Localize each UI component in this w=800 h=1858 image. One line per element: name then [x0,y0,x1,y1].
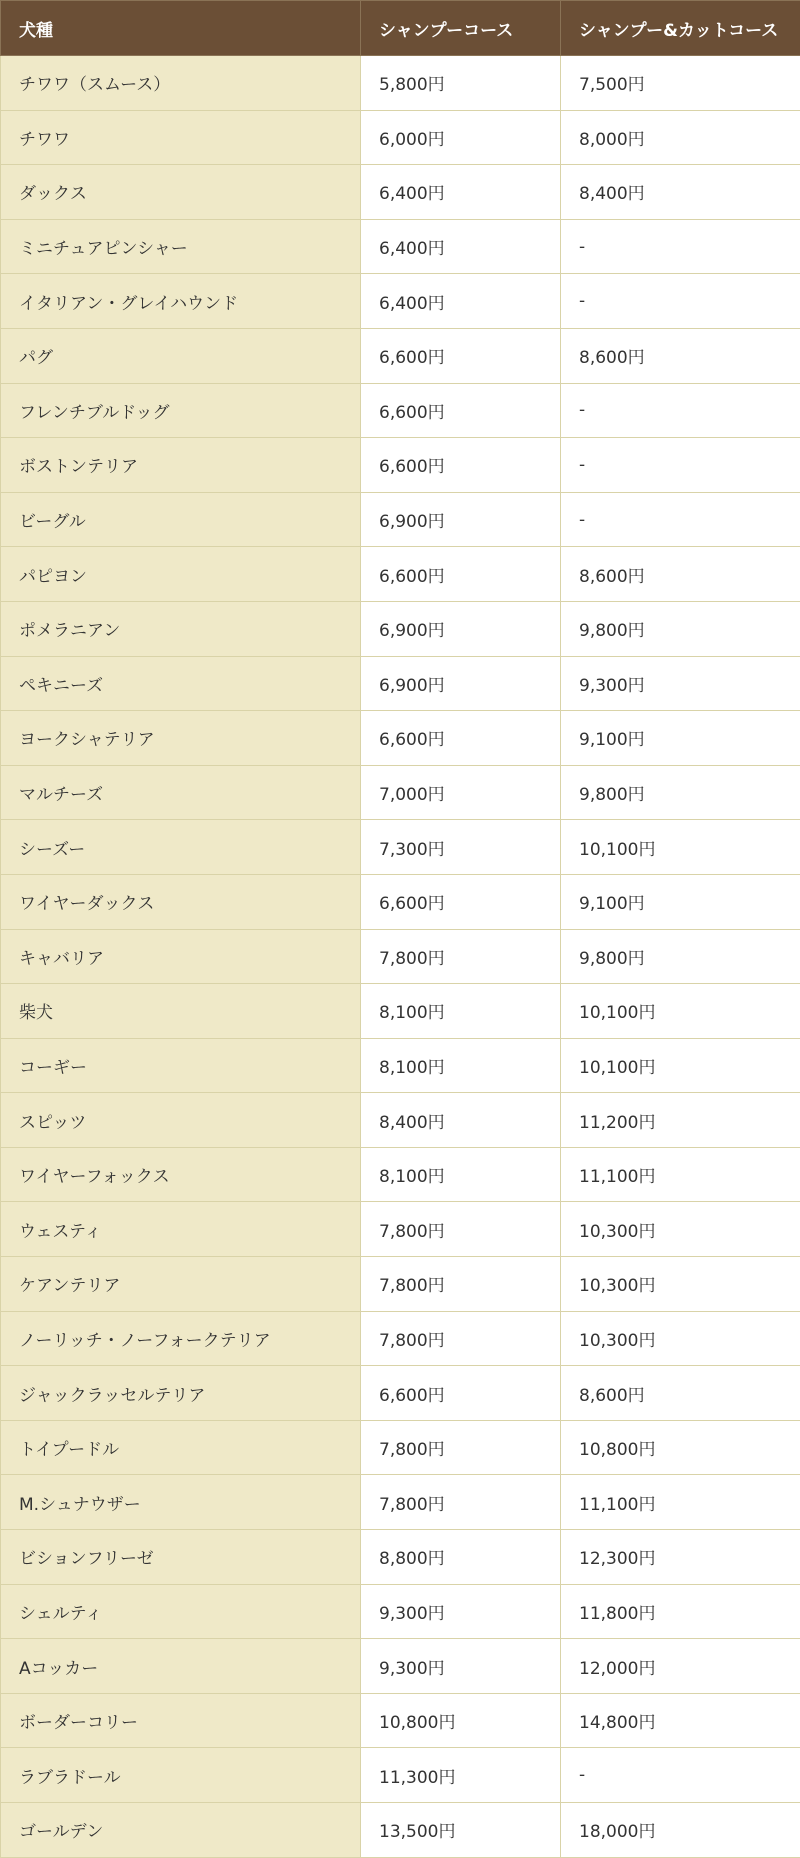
shampoo-price-cell: 6,400円 [361,274,561,329]
table-row [1,711,800,766]
shampoo-cut-price-cell: 9,800円 [561,601,800,656]
breed-cell: ボーダーコリー [1,1693,361,1748]
shampoo-price-cell: 6,600円 [361,1366,561,1421]
breed-cell: フレンチブルドッグ [1,383,361,438]
table-row [1,874,800,929]
shampoo-price-cell: 8,800円 [361,1530,561,1585]
shampoo-cut-price-cell: 18,000円 [561,1803,800,1858]
breed-cell: ケアンテリア [1,1257,361,1312]
table-row [1,1748,800,1803]
table-row [1,1093,800,1148]
table-row [1,820,800,875]
shampoo-cut-price-cell: 8,600円 [561,547,800,602]
breed-cell: ダックス [1,165,361,220]
shampoo-cut-price-cell: 11,100円 [561,1475,800,1530]
table-row [1,1639,800,1694]
shampoo-price-cell: 13,500円 [361,1803,561,1858]
breed-cell: 柴犬 [1,984,361,1039]
shampoo-price-cell: 9,300円 [361,1639,561,1694]
table-row [1,1257,800,1312]
shampoo-price-cell: 9,300円 [361,1584,561,1639]
shampoo-price-cell: 6,600円 [361,874,561,929]
shampoo-cut-price-cell: 9,800円 [561,765,800,820]
shampoo-cut-price-cell: - [561,383,800,438]
breed-cell: パピヨン [1,547,361,602]
shampoo-price-cell: 5,800円 [361,56,561,111]
shampoo-cut-price-cell: - [561,274,800,329]
breed-cell: Aコッカー [1,1639,361,1694]
table-row [1,1530,800,1585]
breed-cell: ウェスティ [1,1202,361,1257]
shampoo-cut-price-cell: 8,400円 [561,165,800,220]
shampoo-price-cell: 8,100円 [361,1147,561,1202]
table-header [1,1,800,56]
breed-cell: ゴールデン [1,1803,361,1858]
shampoo-price-cell: 6,600円 [361,438,561,493]
breed-cell: コーギー [1,1038,361,1093]
shampoo-price-cell: 11,300円 [361,1748,561,1803]
table-row [1,110,800,165]
shampoo-price-cell: 7,300円 [361,820,561,875]
breed-cell: マルチーズ [1,765,361,820]
table-row [1,929,800,984]
shampoo-price-cell: 10,800円 [361,1693,561,1748]
breed-cell: ラブラドール [1,1748,361,1803]
breed-cell: チワワ（スムース） [1,56,361,111]
table-row [1,1475,800,1530]
header-shampoo-cut-course: シャンプー&カットコース [561,1,800,56]
table-row [1,547,800,602]
shampoo-price-cell: 6,900円 [361,492,561,547]
shampoo-price-cell: 6,900円 [361,656,561,711]
shampoo-price-cell: 7,800円 [361,929,561,984]
shampoo-cut-price-cell: 10,800円 [561,1420,800,1475]
shampoo-cut-price-cell: 10,100円 [561,984,800,1039]
table-row [1,1420,800,1475]
breed-cell: ジャックラッセルテリア [1,1366,361,1421]
shampoo-cut-price-cell: 10,100円 [561,1038,800,1093]
shampoo-cut-price-cell: - [561,492,800,547]
shampoo-cut-price-cell: 7,500円 [561,56,800,111]
breed-cell: イタリアン・グレイハウンド [1,274,361,329]
shampoo-cut-price-cell: 11,100円 [561,1147,800,1202]
table-row [1,56,800,111]
table-row [1,1202,800,1257]
shampoo-cut-price-cell: 10,300円 [561,1311,800,1366]
shampoo-cut-price-cell: 10,300円 [561,1257,800,1312]
table-row [1,1803,800,1858]
breed-cell: キャバリア [1,929,361,984]
shampoo-price-cell: 6,600円 [361,328,561,383]
breed-cell: シーズー [1,820,361,875]
shampoo-price-cell: 6,900円 [361,601,561,656]
table-row [1,1038,800,1093]
shampoo-price-cell: 7,800円 [361,1257,561,1312]
breed-cell: ワイヤーフォックス [1,1147,361,1202]
breed-cell: ビションフリーゼ [1,1530,361,1585]
table-row [1,601,800,656]
shampoo-cut-price-cell: 10,100円 [561,820,800,875]
breed-cell: ボストンテリア [1,438,361,493]
shampoo-price-cell: 6,000円 [361,110,561,165]
breed-cell: ビーグル [1,492,361,547]
shampoo-price-cell: 7,800円 [361,1475,561,1530]
breed-cell: ミニチュアピンシャー [1,219,361,274]
breed-cell: ノーリッチ・ノーフォークテリア [1,1311,361,1366]
shampoo-cut-price-cell: 9,100円 [561,711,800,766]
shampoo-price-cell: 6,600円 [361,547,561,602]
breed-cell: ポメラニアン [1,601,361,656]
breed-cell: トイプードル [1,1420,361,1475]
table-row [1,1147,800,1202]
shampoo-price-cell: 6,400円 [361,219,561,274]
table-row [1,274,800,329]
shampoo-cut-price-cell: 8,600円 [561,328,800,383]
shampoo-cut-price-cell: 14,800円 [561,1693,800,1748]
table-row [1,1693,800,1748]
shampoo-price-cell: 7,800円 [361,1202,561,1257]
shampoo-cut-price-cell: 12,300円 [561,1530,800,1585]
breed-cell: シェルティ [1,1584,361,1639]
table-row [1,219,800,274]
shampoo-cut-price-cell: 8,000円 [561,110,800,165]
shampoo-cut-price-cell: 12,000円 [561,1639,800,1694]
header-breed: 犬種 [1,1,361,56]
shampoo-price-cell: 8,400円 [361,1093,561,1148]
table-row [1,1311,800,1366]
shampoo-cut-price-cell: - [561,1748,800,1803]
breed-cell: パグ [1,328,361,383]
shampoo-cut-price-cell: 8,600円 [561,1366,800,1421]
shampoo-price-cell: 8,100円 [361,1038,561,1093]
shampoo-price-cell: 8,100円 [361,984,561,1039]
breed-cell: チワワ [1,110,361,165]
table-row [1,1584,800,1639]
table-row [1,328,800,383]
shampoo-cut-price-cell: 11,800円 [561,1584,800,1639]
table-row [1,383,800,438]
breed-cell: M.シュナウザー [1,1475,361,1530]
shampoo-cut-price-cell: 9,800円 [561,929,800,984]
table-row [1,984,800,1039]
shampoo-price-cell: 6,400円 [361,165,561,220]
shampoo-cut-price-cell: 9,300円 [561,656,800,711]
header-shampoo-course: シャンプーコース [361,1,561,56]
table-body [1,56,800,1858]
shampoo-cut-price-cell: 10,300円 [561,1202,800,1257]
shampoo-price-cell: 7,800円 [361,1311,561,1366]
breed-cell: ペキニーズ [1,656,361,711]
breed-cell: ヨークシャテリア [1,711,361,766]
shampoo-price-cell: 7,800円 [361,1420,561,1475]
shampoo-cut-price-cell: 11,200円 [561,1093,800,1148]
table-row [1,492,800,547]
breed-cell: スピッツ [1,1093,361,1148]
shampoo-price-cell: 6,600円 [361,711,561,766]
shampoo-cut-price-cell: - [561,438,800,493]
shampoo-price-cell: 6,600円 [361,383,561,438]
table-row [1,1366,800,1421]
table-row [1,165,800,220]
breed-cell: ワイヤーダックス [1,874,361,929]
shampoo-cut-price-cell: - [561,219,800,274]
table-row [1,656,800,711]
table-row [1,438,800,493]
header-row [1,1,800,56]
shampoo-price-cell: 7,000円 [361,765,561,820]
shampoo-cut-price-cell: 9,100円 [561,874,800,929]
table-row [1,765,800,820]
